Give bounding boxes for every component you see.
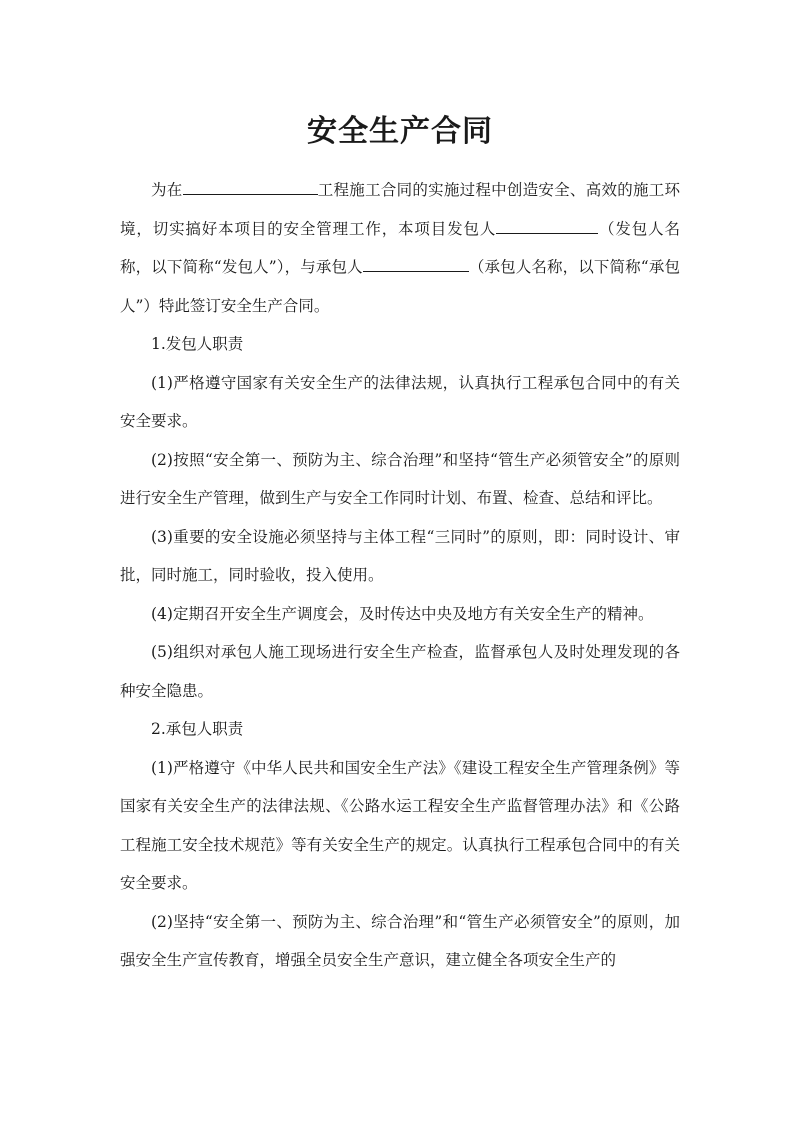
employer-name-blank[interactable]	[496, 211, 598, 234]
intro-text-4: （承包人名称，以下简称“承包人”）特此签订安全生产合同。	[120, 258, 680, 315]
intro-paragraph	[120, 171, 680, 325]
intro-text-3: （发包人名称，以下简称“发包人”），与承包人	[120, 219, 680, 276]
section-1-item-4: (4)定期召开安全生产调度会，及时传达中央及地方有关安全生产的精神。	[151, 604, 654, 623]
section-1-item-2: (2)按照“安全第一、预防为主、综合治理”和坚持“管生产必须管安全”的原则进行安全生产管理，做到生产与安全工作同时计划、布置、检查、总结和评比。	[120, 450, 680, 507]
section-1-item-1: (1)严格遵守国家有关安全生产的法律法规，认真执行工程承包合同中的有关安全要求。	[120, 373, 680, 430]
document-body	[120, 171, 680, 980]
project-name-blank[interactable]	[183, 172, 318, 195]
section-2-item-1: (1)严格遵守《中华人民共和国安全生产法》《建设工程安全生产管理条例》等国家有关安全生产的法律法规、《公路水运工程安全生产监督管理办法》和《公路工程施工安全技术规范》等有关安全生产的规定。认真执行工程承包合同中的有关安全要求。	[120, 758, 680, 892]
contractor-name-blank[interactable]	[363, 249, 469, 272]
section-2-item-2: (2)坚持“安全第一、预防为主、综合治理”和“管生产必须管安全”的原则，加强安全生产宣传教育，增强全员安全生产意识，建立健全各项安全生产的	[120, 912, 680, 969]
intro-text-1: 为在	[151, 181, 183, 199]
section-1-item-3: (3)重要的安全设施必须坚持与主体工程“三同时”的原则，即：同时设计、审批，同时施工，同时验收，投入使用。	[120, 527, 680, 584]
document-title: 安全生产合同	[307, 114, 493, 149]
section-1-item-5: (5)组织对承包人施工现场进行安全生产检查，监督承包人及时处理发现的各种安全隐患。	[120, 643, 680, 700]
intro-text-2: 工程施工合同的实施过程中创造安全、高效的施工环境，切实搞好本项目的安全管理工作，本项目发包人	[120, 181, 680, 238]
section-1-heading: 1.发包人职责	[151, 335, 244, 353]
section-2-heading: 2.承包人职责	[151, 720, 244, 738]
